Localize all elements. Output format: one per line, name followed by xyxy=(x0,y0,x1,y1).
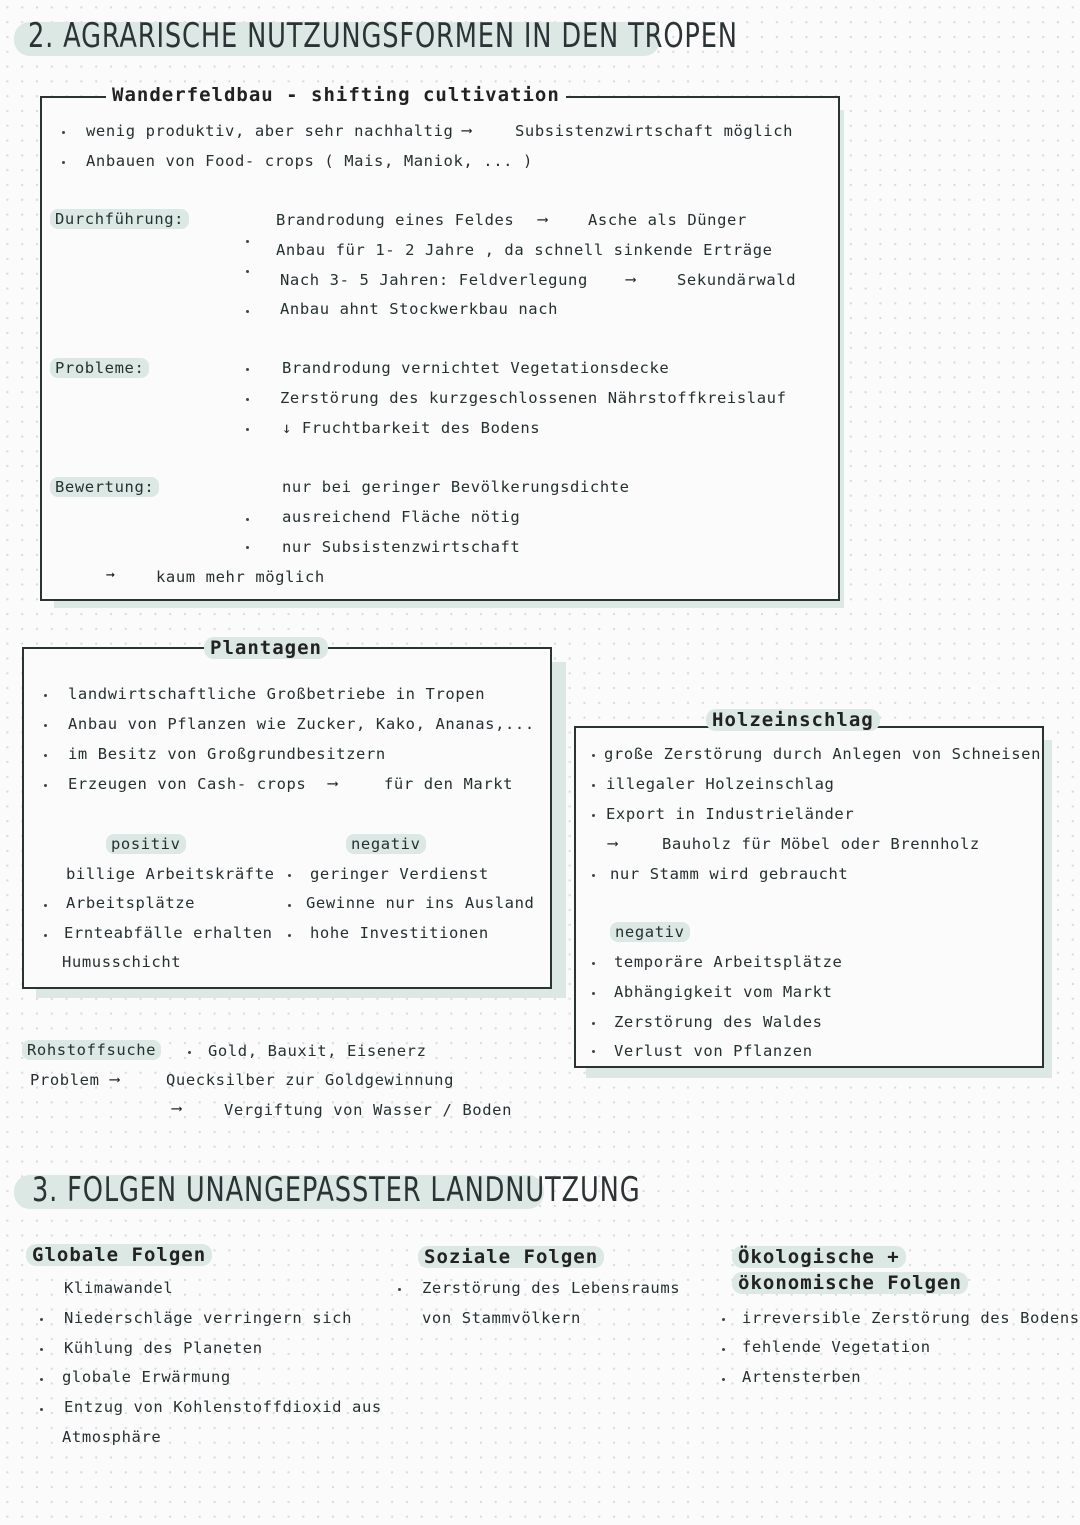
arrow-icon: ⟶ xyxy=(328,774,338,792)
global-3: Kühlung des Planeten xyxy=(64,1339,263,1357)
oeko-3: Artensterben xyxy=(742,1368,862,1386)
bewertung-3: nur Subsistenzwirtschaft xyxy=(282,538,521,556)
oeko-2: fehlende Vegetation xyxy=(742,1338,931,1356)
plantagen-item-2: Anbau von Pflanzen wie Zucker, Kako, Ananas,... xyxy=(68,715,535,733)
oeko-folgen-title-1: Ökologische + xyxy=(732,1246,906,1268)
oeko-folgen-title-2: ökonomische Folgen xyxy=(732,1272,968,1294)
positiv-2: Arbeitsplätze xyxy=(66,894,196,912)
global-5: Entzug von Kohlenstoffdioxid aus xyxy=(64,1398,382,1416)
holz-item-2: illegaler Holzeinschlag xyxy=(606,775,835,793)
arrow-icon: ➞ xyxy=(106,566,116,584)
problem-2: Zerstörung des kurzgeschlossenen Nährstoffkreislauf xyxy=(280,389,787,407)
arrow-icon: ⟶ xyxy=(462,121,472,139)
problem-3: ↓ Fruchtbarkeit des Bodens xyxy=(282,419,541,437)
label-holz-negativ: negativ xyxy=(610,922,690,942)
durch-4: Anbau ahnt Stockwerkbau nach xyxy=(280,300,559,318)
soziale-folgen-title: Soziale Folgen xyxy=(418,1246,604,1268)
section-heading-3: 3. FOLGEN UNANGEPASSTER LANDNUTZUNG xyxy=(32,1170,641,1210)
durch-3: Nach 3- 5 Jahren: Feldverlegung xyxy=(280,271,588,289)
wander-conclusion: kaum mehr möglich xyxy=(156,568,325,586)
positiv-3: Ernteabfälle erhalten xyxy=(64,924,273,942)
problem-1: Brandrodung vernichtet Vegetationsdecke xyxy=(282,359,670,377)
negativ-2: Gewinne nur ins Ausland xyxy=(306,894,535,912)
rohstoff-problem: Quecksilber zur Goldgewinnung xyxy=(166,1071,455,1089)
durch-3-result: Sekundärwald xyxy=(677,271,797,289)
section-heading-2: 2. AGRARISCHE NUTZUNGSFORMEN IN DEN TROPEN xyxy=(28,16,738,56)
holz-stamm: nur Stamm wird gebraucht xyxy=(610,865,849,883)
wander-intro-result: Subsistenzwirtschaft möglich xyxy=(515,122,794,140)
arrow-icon: ⟶ xyxy=(172,1099,182,1117)
plantagen-item-3: im Besitz von Großgrundbesitzern xyxy=(68,745,386,763)
wander-intro-1: wenig produktiv, aber sehr nachhaltig xyxy=(86,122,454,140)
negativ-1: geringer Verdienst xyxy=(310,865,489,883)
positiv-4: Humusschicht xyxy=(62,953,182,971)
global-6: Atmosphäre xyxy=(62,1428,162,1446)
wanderfeldbau-title: Wanderfeldbau - shifting cultivation xyxy=(106,84,566,106)
label-durchfuehrung: Durchführung: xyxy=(50,209,189,229)
label-rohstoffsuche: Rohstoffsuche xyxy=(22,1040,161,1060)
label-probleme: Probleme: xyxy=(50,358,149,378)
holz-item-3: Export in Industrieländer xyxy=(606,805,855,823)
positiv-1: billige Arbeitskräfte xyxy=(66,865,275,883)
arrow-icon: ⟶ xyxy=(110,1070,120,1088)
holz-export-sub: Bauholz für Möbel oder Brennholz xyxy=(662,835,980,853)
oeko-1: irreversible Zerstörung des Bodens xyxy=(742,1309,1080,1327)
sozial-1: Zerstörung des Lebensraums xyxy=(422,1279,681,1297)
arrow-icon: ⟶ xyxy=(626,270,636,288)
rohstoff-problem-label: Problem xyxy=(30,1071,100,1089)
holz-item-1: große Zerstörung durch Anlegen von Schneisen xyxy=(604,745,1041,763)
arrow-icon: ⟶ xyxy=(538,210,548,228)
global-4: globale Erwärmung xyxy=(62,1368,231,1386)
durch-1-result: Asche als Dünger xyxy=(588,211,747,229)
plantagen-item-4: Erzeugen von Cash- crops xyxy=(68,775,307,793)
holz-negativ-4: Verlust von Pflanzen xyxy=(614,1042,813,1060)
rohstoff-result: Vergiftung von Wasser / Boden xyxy=(224,1101,513,1119)
rohstoff-value: Gold, Bauxit, Eisenerz xyxy=(208,1042,427,1060)
globale-folgen-title: Globale Folgen xyxy=(26,1244,212,1266)
wander-intro-2: Anbauen von Food- crops ( Mais, Maniok, ... ) xyxy=(86,152,533,170)
global-1: Klimawandel xyxy=(64,1279,174,1297)
plantagen-title: Plantagen xyxy=(204,637,328,659)
holz-negativ-2: Abhängigkeit vom Markt xyxy=(614,983,833,1001)
plantagen-item-1: landwirtschaftliche Großbetriebe in Tropen xyxy=(68,685,486,703)
holz-negativ-3: Zerstörung des Waldes xyxy=(614,1013,823,1031)
bewertung-2: ausreichend Fläche nötig xyxy=(282,508,521,526)
sozial-2: von Stammvölkern xyxy=(422,1309,581,1327)
negativ-3: hohe Investitionen xyxy=(310,924,489,942)
arrow-icon: ⟶ xyxy=(608,834,618,852)
bewertung-1: nur bei geringer Bevölkerungsdichte xyxy=(282,478,630,496)
durch-1: Brandrodung eines Feldes xyxy=(276,211,515,229)
label-bewertung: Bewertung: xyxy=(50,477,159,497)
label-positiv: positiv xyxy=(106,834,186,854)
holz-negativ-1: temporäre Arbeitsplätze xyxy=(614,953,843,971)
holzeinschlag-title: Holzeinschlag xyxy=(706,709,880,731)
global-2: Niederschläge verringern sich xyxy=(64,1309,353,1327)
label-negativ: negativ xyxy=(346,834,426,854)
plantagen-cash-result: für den Markt xyxy=(384,775,514,793)
durch-2: Anbau für 1- 2 Jahre , da schnell sinkende Erträge xyxy=(276,241,773,259)
